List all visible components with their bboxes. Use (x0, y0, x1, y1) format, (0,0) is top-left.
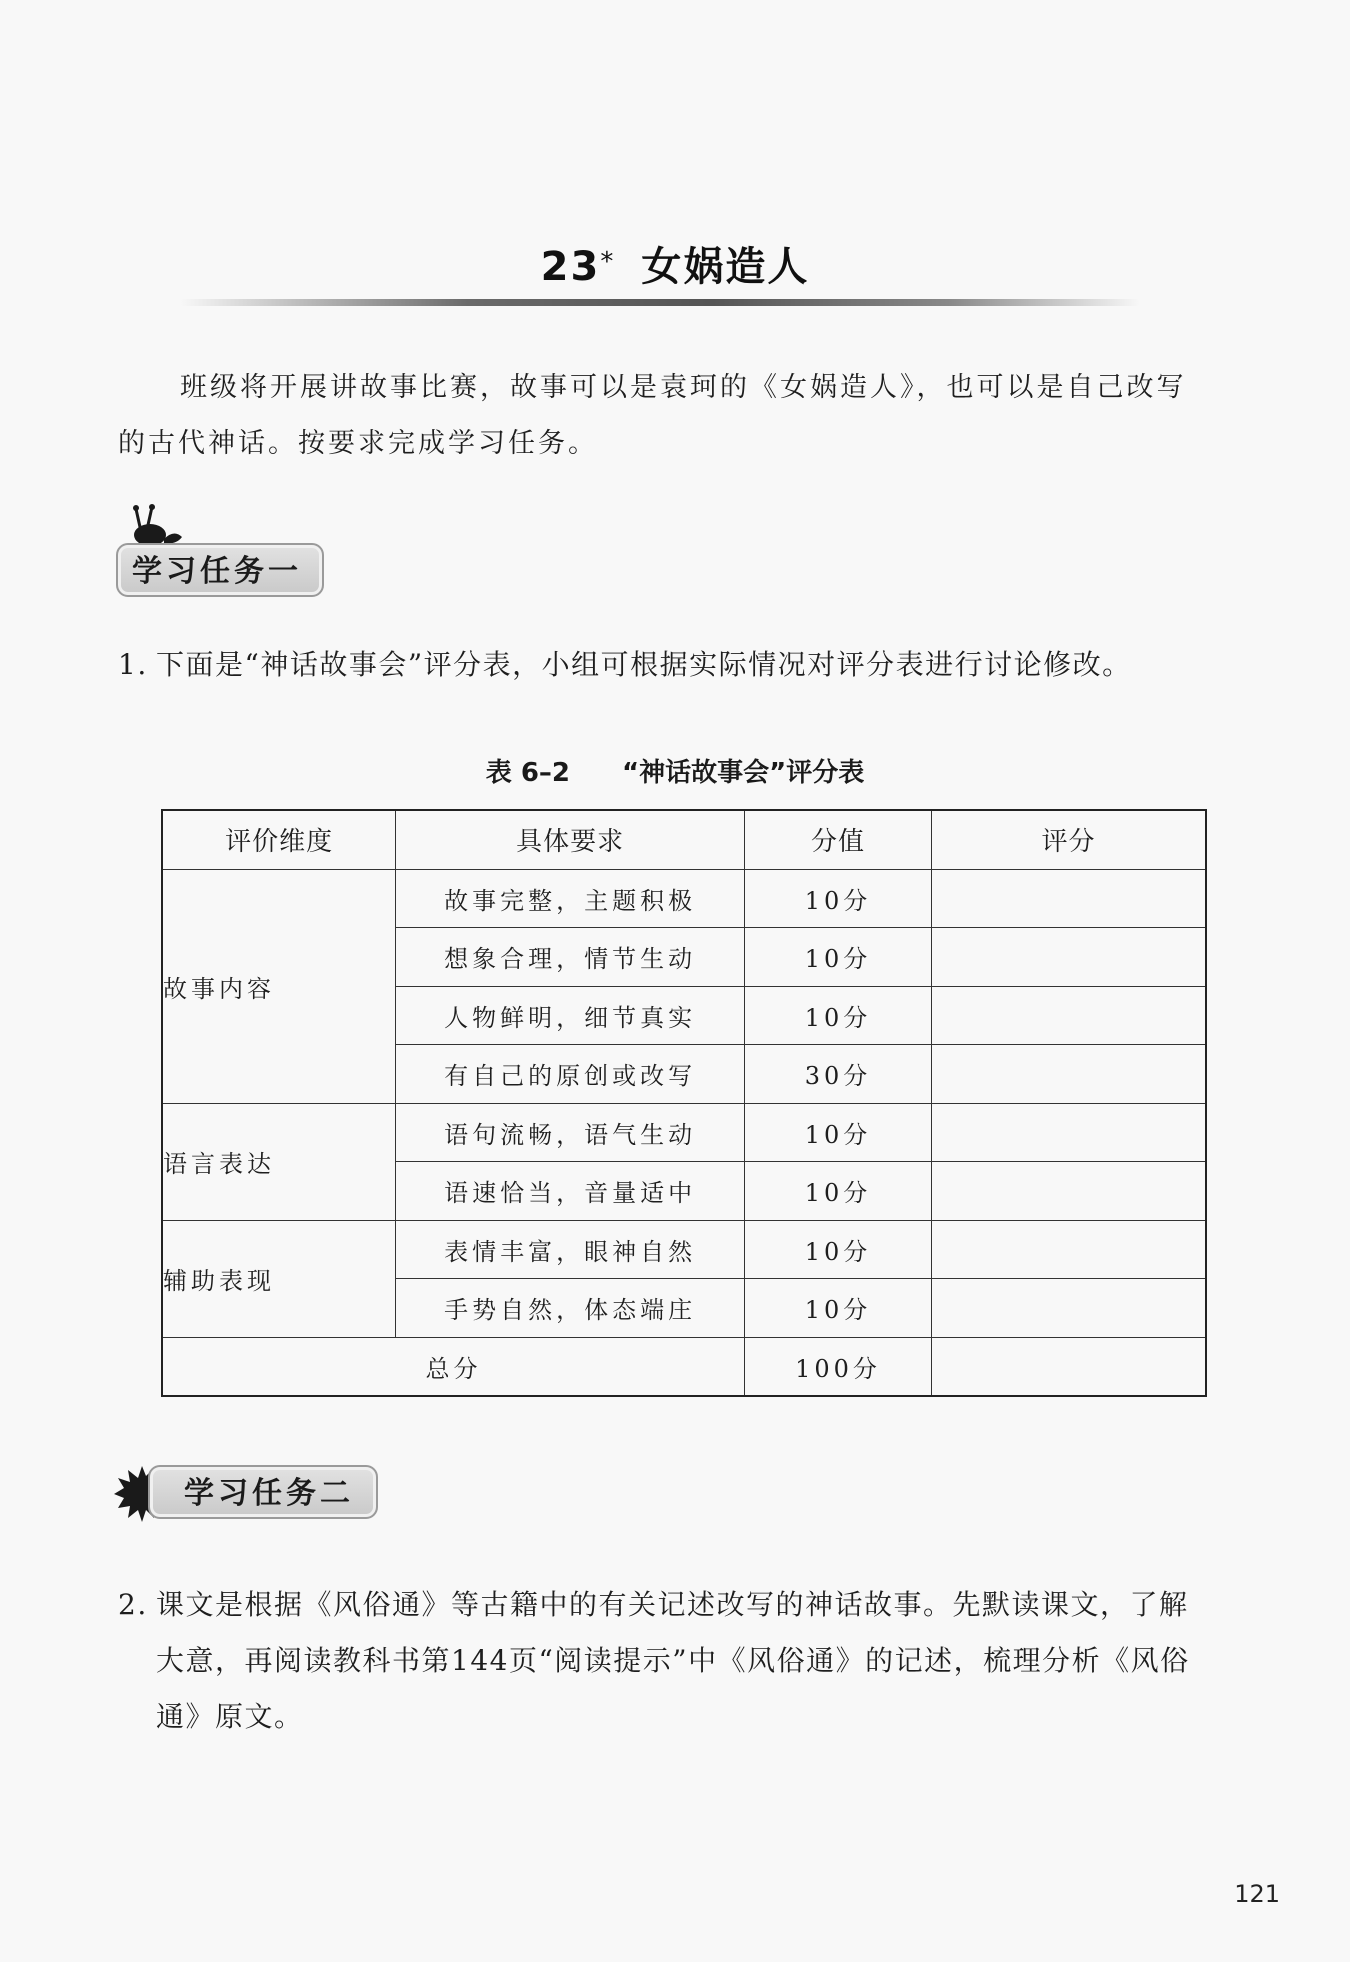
score-cell[interactable] (931, 1103, 1206, 1162)
table-caption (0, 752, 1350, 789)
header-requirement: 具体要求 (396, 810, 745, 869)
task2-item-number: 2. (118, 1588, 148, 1621)
scoring-table (161, 809, 1207, 1397)
points-cell: 10分 (744, 1279, 931, 1338)
table-row (162, 1220, 1206, 1279)
table-header-row (162, 810, 1206, 869)
page-number: 121 (1234, 1880, 1280, 1908)
optional-lesson-star: * (600, 247, 616, 277)
lesson-title-text: 女娲造人 (641, 244, 810, 290)
total-points-cell: 100分 (744, 1337, 931, 1396)
points-cell: 10分 (744, 928, 931, 987)
total-label-cell: 总分 (162, 1337, 744, 1396)
score-cell[interactable] (931, 1279, 1206, 1338)
points-cell: 10分 (744, 1220, 931, 1279)
snail-decoration-icon (128, 503, 184, 547)
table-row (162, 1103, 1206, 1162)
header-dimension: 评价维度 (162, 810, 396, 869)
score-cell[interactable] (931, 928, 1206, 987)
points-cell: 10分 (744, 986, 931, 1045)
task1-item (118, 637, 1208, 693)
requirement-cell: 想象合理，情节生动 (396, 928, 745, 987)
table-caption-number: 表 6–2 (485, 758, 571, 788)
requirement-cell: 有自己的原创或改写 (396, 1045, 745, 1104)
title-underline (180, 299, 1140, 306)
task2-item-text: 课文是根据《风俗通》等古籍中的有关记述改写的神话故事。先默读课文，了解大意，再阅读教科书第144页“阅读提示”中《风俗通》的记述，梳理分析《风俗通》原文。 (156, 1588, 1190, 1733)
score-cell[interactable] (931, 1045, 1206, 1104)
score-cell[interactable] (931, 1220, 1206, 1279)
points-cell: 10分 (744, 1162, 931, 1221)
lesson-number: 23 (540, 244, 601, 290)
header-points: 分值 (744, 810, 931, 869)
points-cell: 10分 (744, 869, 931, 928)
score-cell[interactable] (931, 869, 1206, 928)
requirement-cell: 语句流畅，语气生动 (396, 1103, 745, 1162)
task1-item-text: 下面是“神话故事会”评分表，小组可根据实际情况对评分表进行讨论修改。 (156, 648, 1132, 681)
total-score-cell[interactable] (931, 1337, 1206, 1396)
score-cell[interactable] (931, 986, 1206, 1045)
intro-paragraph: 班级将开展讲故事比赛，故事可以是袁珂的《女娲造人》，也可以是自己改写的古代神话。按要求完成学习任务。 (118, 372, 1187, 459)
dimension-cell: 语言表达 (162, 1103, 396, 1220)
task1-badge: 学习任务一 (116, 543, 324, 597)
requirement-cell: 表情丰富，眼神自然 (396, 1220, 745, 1279)
dimension-cell: 故事内容 (162, 869, 396, 1103)
task2-badge: 学习任务二 (148, 1465, 378, 1519)
lesson-heading (0, 235, 1350, 292)
task2-item (118, 1577, 1208, 1745)
requirement-cell: 语速恰当，音量适中 (396, 1162, 745, 1221)
points-cell: 30分 (744, 1045, 931, 1104)
table-row (162, 869, 1206, 928)
header-score: 评分 (931, 810, 1206, 869)
requirement-cell: 手势自然，体态端庄 (396, 1279, 745, 1338)
requirement-cell: 人物鲜明，细节真实 (396, 986, 745, 1045)
table-total-row (162, 1337, 1206, 1396)
table-caption-title: “神话故事会”评分表 (622, 758, 865, 788)
score-cell[interactable] (931, 1162, 1206, 1221)
points-cell: 10分 (744, 1103, 931, 1162)
dimension-cell: 辅助表现 (162, 1220, 396, 1337)
task1-item-number: 1. (118, 648, 148, 681)
requirement-cell: 故事完整，主题积极 (396, 869, 745, 928)
lesson-title (541, 235, 810, 292)
